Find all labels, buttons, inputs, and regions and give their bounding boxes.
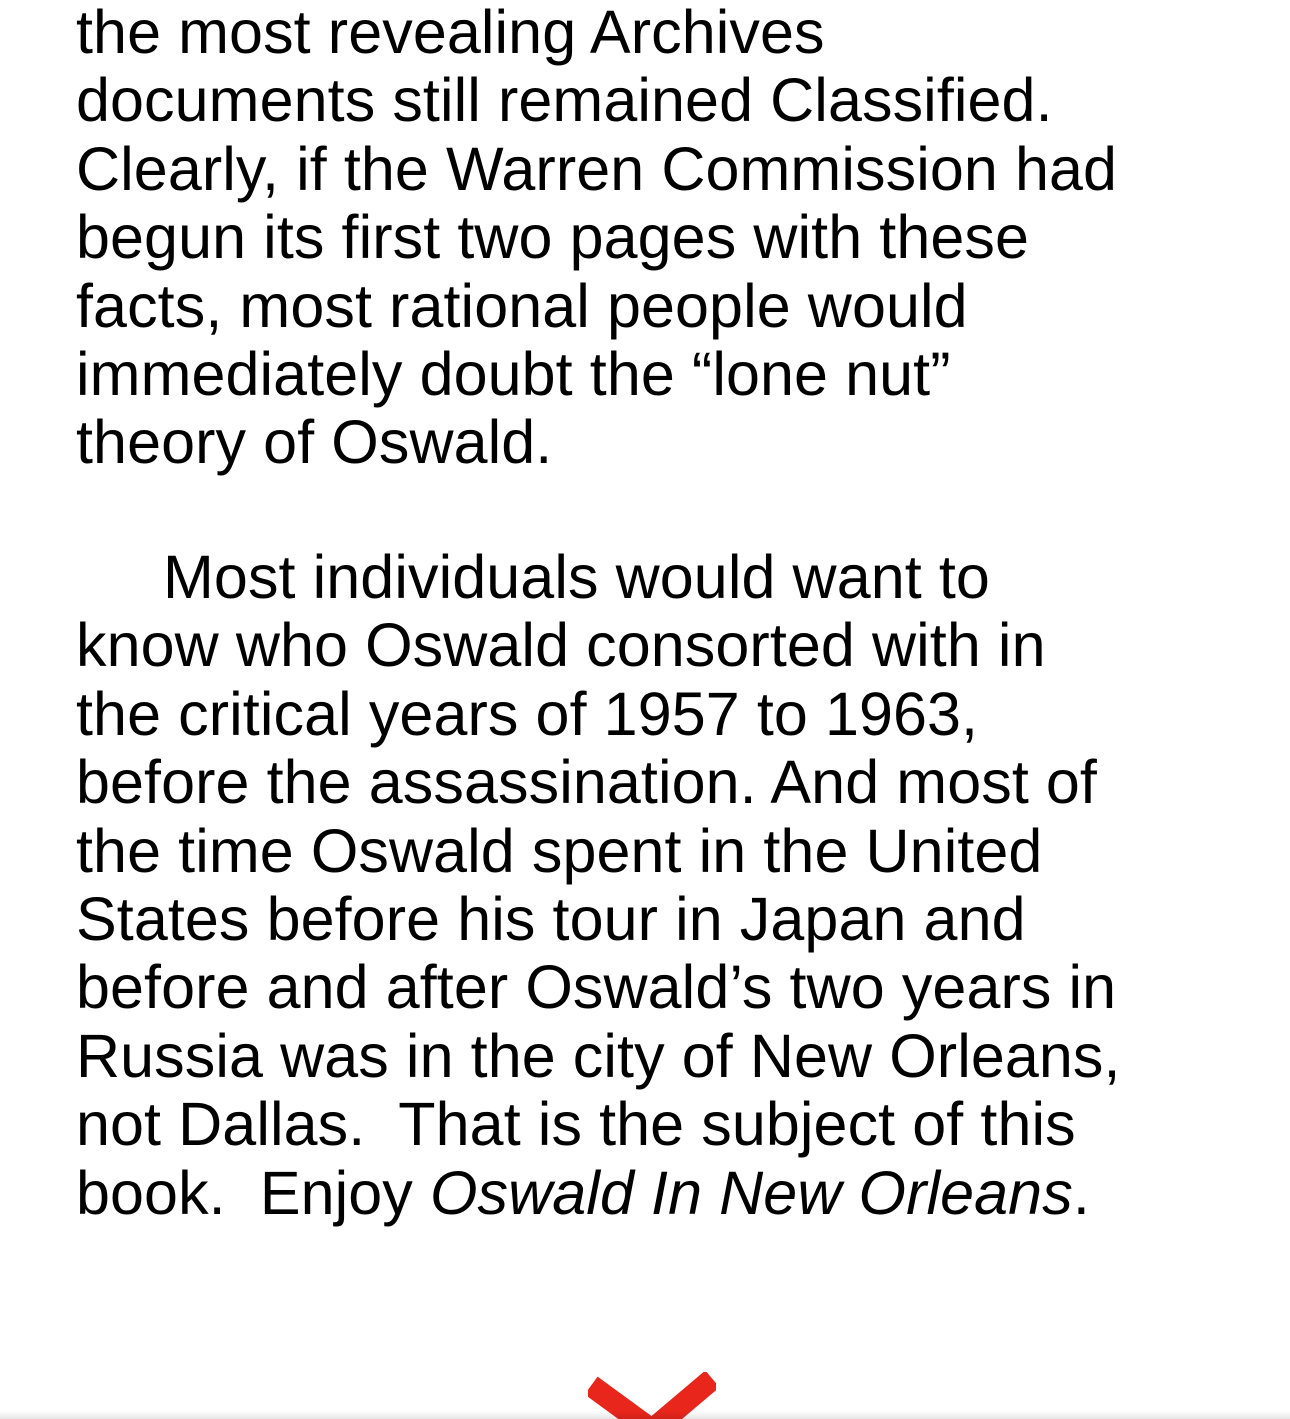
text-line: begun its first two pages with these xyxy=(76,203,1030,272)
text-line: theory of Oswald. xyxy=(76,408,553,477)
paragraph-2 xyxy=(76,543,1236,1227)
text-line: documents still remained Classified. xyxy=(76,66,1053,135)
text-line: Russia was in the city of New Orleans, xyxy=(76,1021,1121,1090)
text-line: facts, most rational people would xyxy=(76,271,968,340)
text-line: Clearly, if the Warren Commission had xyxy=(76,134,1118,203)
book-title: Oswald In New Orleans xyxy=(429,1158,1073,1227)
text-line: before and after Oswald’s two years in xyxy=(76,953,1117,1022)
text-line: Most individuals would want to xyxy=(163,543,990,611)
text-line: before the assassination. And most of xyxy=(76,748,1097,817)
text-line: know who Oswald consorted with in xyxy=(76,611,1046,680)
text-line-last xyxy=(76,1159,1236,1227)
text-fragment: . xyxy=(1072,1158,1090,1227)
text-line: the time Oswald spent in the United xyxy=(76,816,1043,885)
bottom-edge-shadow xyxy=(0,1411,1290,1419)
text-line: States before his tour in Japan and xyxy=(76,885,1026,954)
text-line: immediately doubt the “lone nut” xyxy=(76,340,951,409)
text-fragment: book. Enjoy xyxy=(76,1158,430,1227)
text-line: the most revealing Archives xyxy=(76,0,825,66)
text-line: the critical years of 1957 to 1963, xyxy=(76,679,979,748)
text-line: not Dallas. That is the subject of this xyxy=(76,1090,1076,1159)
paragraph-1 xyxy=(76,0,1236,477)
